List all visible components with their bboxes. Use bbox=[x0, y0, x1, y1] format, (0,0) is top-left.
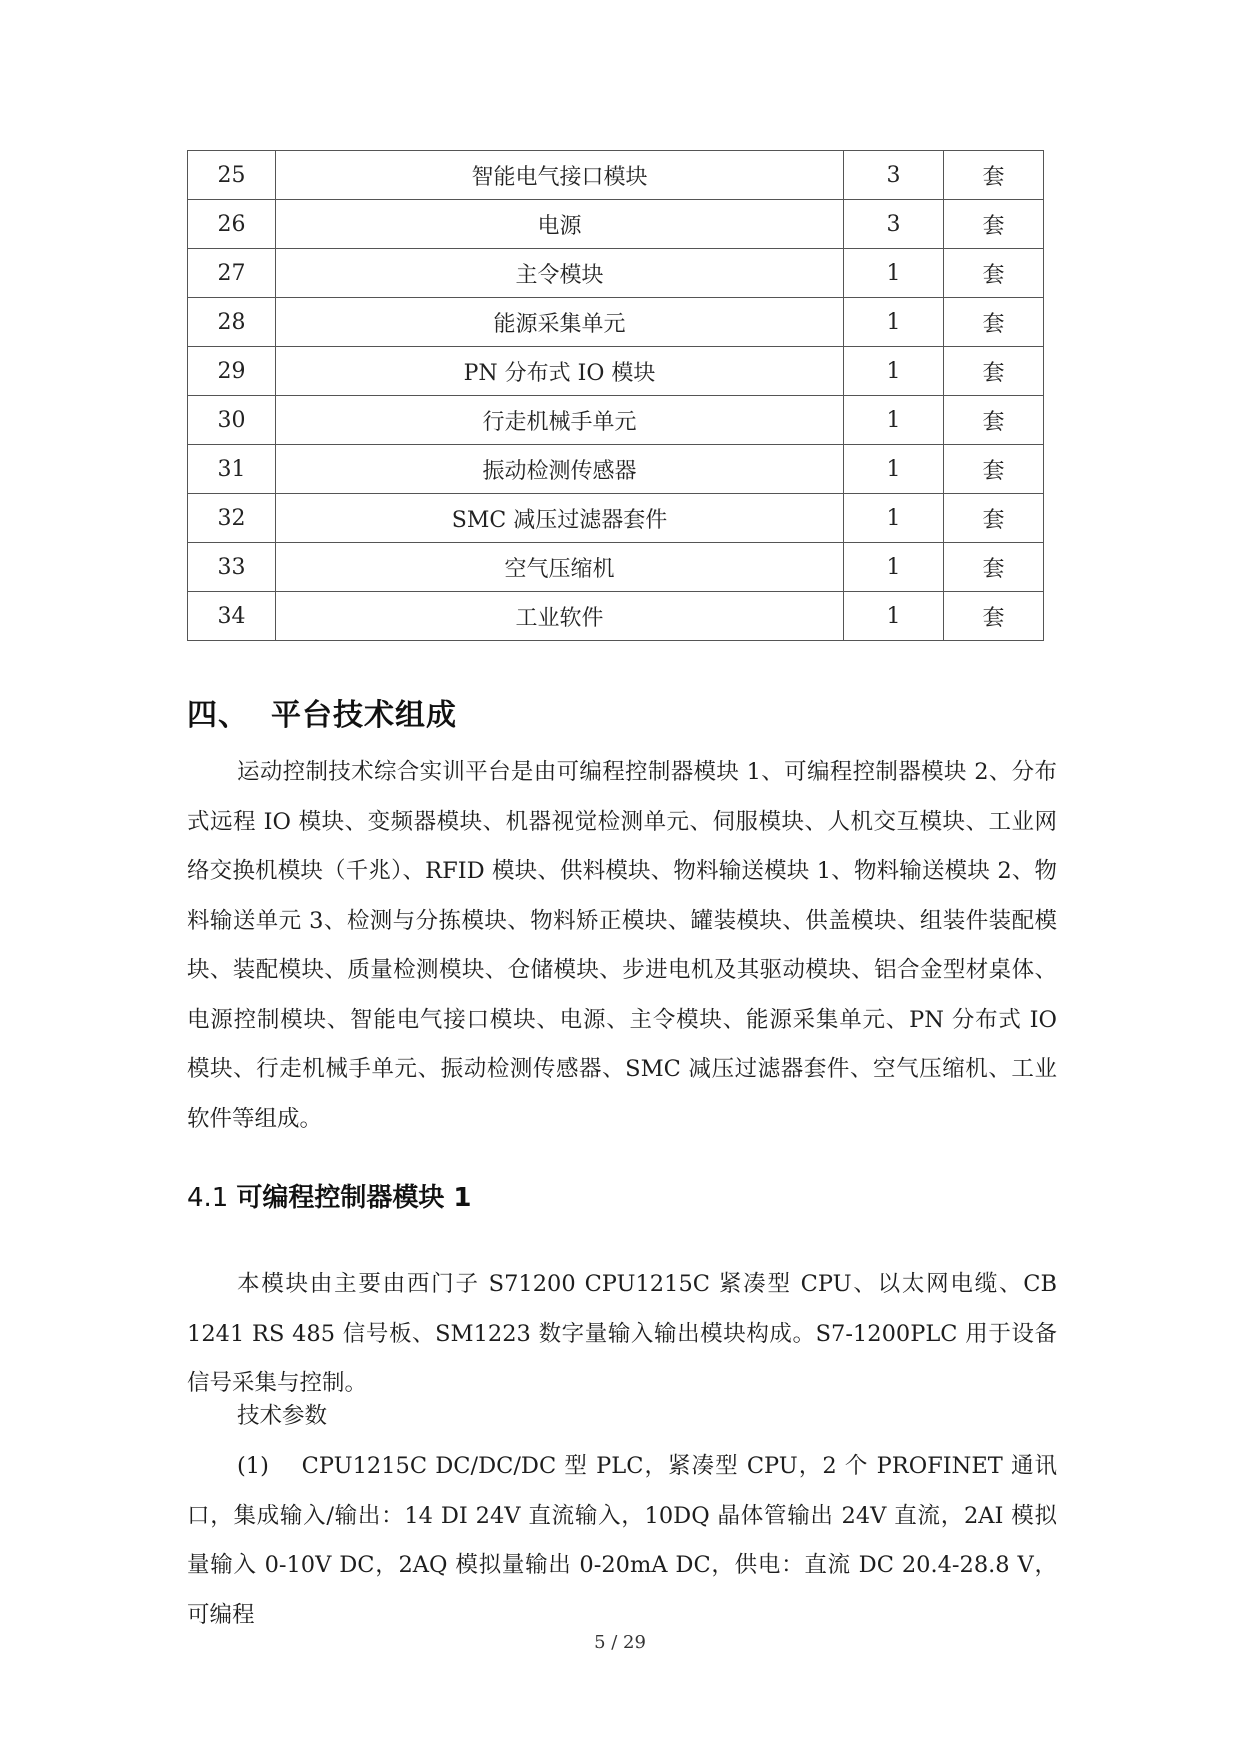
cell-name: 工业软件 bbox=[276, 592, 844, 641]
cell-quantity: 3 bbox=[844, 151, 944, 200]
cell-quantity: 3 bbox=[844, 200, 944, 249]
table-row bbox=[188, 592, 1044, 641]
cell-number: 29 bbox=[188, 347, 276, 396]
cell-unit: 套 bbox=[944, 151, 1044, 200]
table-row bbox=[188, 445, 1044, 494]
cell-number: 34 bbox=[188, 592, 276, 641]
cell-name: SMC 减压过滤器套件 bbox=[276, 494, 844, 543]
table-row bbox=[188, 494, 1044, 543]
cell-name: 振动检测传感器 bbox=[276, 445, 844, 494]
cell-unit: 套 bbox=[944, 200, 1044, 249]
equipment-table bbox=[187, 150, 1044, 641]
section-4-1-number: 4.1 bbox=[187, 1183, 229, 1213]
cell-name: PN 分布式 IO 模块 bbox=[276, 347, 844, 396]
table-row bbox=[188, 151, 1044, 200]
table-row bbox=[188, 347, 1044, 396]
cell-quantity: 1 bbox=[844, 347, 944, 396]
cell-name: 电源 bbox=[276, 200, 844, 249]
cell-quantity: 1 bbox=[844, 494, 944, 543]
tech-param-item-1: (1) CPU1215C DC/DC/DC 型 PLC，紧凑型 CPU，2 个 PROFINET 通讯口，集成输入/输出：14 DI 24V 直流输入，10DQ 晶体管输出 24V 直流，2AI 模拟量输入 0-10V DC，2AQ 模拟量输出 0-20mA DC，供电：直流 DC 20.4-28.8 V，可编程 bbox=[187, 1453, 1057, 1628]
cell-number: 28 bbox=[188, 298, 276, 347]
section-4-title: 平台技术组成 bbox=[271, 698, 457, 733]
cell-number: 33 bbox=[188, 543, 276, 592]
section-4-heading bbox=[187, 690, 457, 734]
section-4-paragraph: 运动控制技术综合实训平台是由可编程控制器模块 1、可编程控制器模块 2、分布式远程 IO 模块、变频器模块、机器视觉检测单元、伺服模块、人机交互模块、工业网络交换机模块（千兆）、RFID 模块、供料模块、物料输送模块 1、物料输送模块 2、物料输送单元 3、检测与分拣模块、物料矫正模块、罐装模块、供盖模块、组装件装配模块、装配模块、质量检测模块、仓储模块、步进电机及其驱动模块、铝合金型材桌体、电源控制模块、智能电气接口模块、电源、主令模块、能源采集单元、PN 分布式 IO 模块、行走机械手单元、振动检测传感器、SMC 减压过滤器套件、空气压缩机、工业软件等组成。 bbox=[187, 759, 1057, 1132]
cell-name: 智能电气接口模块 bbox=[276, 151, 844, 200]
cell-quantity: 1 bbox=[844, 249, 944, 298]
cell-unit: 套 bbox=[944, 347, 1044, 396]
tech-params-label: 技术参数 bbox=[237, 1403, 328, 1429]
cell-number: 27 bbox=[188, 249, 276, 298]
table-row bbox=[188, 543, 1044, 592]
cell-name: 能源采集单元 bbox=[276, 298, 844, 347]
section-4-1-paragraph: 本模块由主要由西门子 S71200 CPU1215C 紧凑型 CPU、以太网电缆、CB 1241 RS 485 信号板、SM1223 数字量输入输出模块构成。S7-1200PLC 用于设备信号采集与控制。 bbox=[187, 1271, 1057, 1396]
cell-name: 空气压缩机 bbox=[276, 543, 844, 592]
cell-name: 主令模块 bbox=[276, 249, 844, 298]
cell-number: 30 bbox=[188, 396, 276, 445]
cell-quantity: 1 bbox=[844, 298, 944, 347]
cell-quantity: 1 bbox=[844, 445, 944, 494]
cell-unit: 套 bbox=[944, 494, 1044, 543]
cell-quantity: 1 bbox=[844, 592, 944, 641]
page-number: 5 / 29 bbox=[594, 1632, 646, 1653]
equipment-table-body bbox=[188, 151, 1044, 641]
cell-unit: 套 bbox=[944, 396, 1044, 445]
section-4-1-title: 可编程控制器模块 1 bbox=[236, 1183, 472, 1213]
table-row bbox=[188, 200, 1044, 249]
section-4-number: 四、 bbox=[187, 698, 249, 733]
cell-unit: 套 bbox=[944, 543, 1044, 592]
cell-number: 32 bbox=[188, 494, 276, 543]
table-row bbox=[188, 298, 1044, 347]
cell-quantity: 1 bbox=[844, 396, 944, 445]
cell-unit: 套 bbox=[944, 445, 1044, 494]
cell-number: 31 bbox=[188, 445, 276, 494]
table-row bbox=[188, 396, 1044, 445]
section-4-1-heading bbox=[187, 1177, 472, 1214]
cell-number: 25 bbox=[188, 151, 276, 200]
cell-number: 26 bbox=[188, 200, 276, 249]
table-row bbox=[188, 249, 1044, 298]
cell-unit: 套 bbox=[944, 249, 1044, 298]
cell-unit: 套 bbox=[944, 298, 1044, 347]
cell-unit: 套 bbox=[944, 592, 1044, 641]
cell-quantity: 1 bbox=[844, 543, 944, 592]
cell-name: 行走机械手单元 bbox=[276, 396, 844, 445]
